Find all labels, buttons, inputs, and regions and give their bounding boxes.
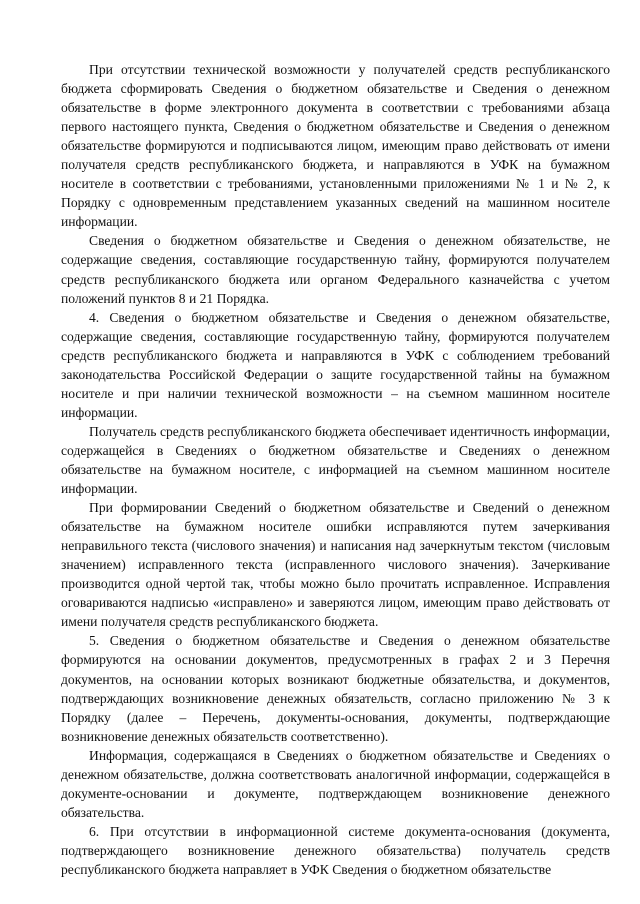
paragraph-1: При отсутствии технической возможности у получателей средств республиканского бюджета сформировать Сведения о бюджетном обязательстве и Сведения о денежном обязательстве в форме электронного документа в соответствии с требованиями абзаца первого настоящего пункта, Сведения о бюджетном обязательстве и Сведения о денежном обязательстве формируются и подписываются лицом, имеющим право действовать от имени получателя средств республиканского бюджета, и направляются в УФК на бумажном носителе в соответствии с требованиями, установленными приложениями № 1 и № 2, к Порядку с одновременным представлением указанных сведений на машинном носителе информации. <box>61 62 610 230</box>
paragraph-3: 4. Сведения о бюджетном обязательстве и Сведения о денежном обязательстве, содержащие сведения, составляющие государственную тайну, формируются получателем средств республиканского бюджета и направляются в УФК с соблюдением требований законодательства Российской Федерации о защите государственной тайны на бумажном носителе и при наличии технической возможности – на съемном машинном носителе информации. <box>61 309 610 420</box>
paragraph-8: 6. При отсутствии в информационной системе документа-основания (документа, подтверждающего возникновение денежного обязательства) получатель средств республиканского бюджета направляет в УФК Сведения о бюджетном обязательстве <box>61 823 610 877</box>
paragraph-7: Информация, содержащаяся в Сведениях о бюджетном обязательстве и Сведениях о денежном обязательстве, должна соответствовать аналогичной информации, содержащейся в документе-основании и документе, подтверждающем возникновение денежного обязательства. <box>61 747 610 820</box>
paragraph-4: Получатель средств республиканского бюджета обеспечивает идентичность информации, содержащейся в Сведениях о бюджетном обязательстве и Сведениях о денежном обязательстве на бумажном носителе, с информацией на съемном машинном носителе информации. <box>61 423 610 497</box>
paragraph-5: При формировании Сведений о бюджетном обязательстве и Сведений о денежном обязательстве на бумажном носителе ошибки исправляются путем зачеркивания неправильного текста (числового значения) и написания над зачеркнутым текстом (числовым значением) исправленного текста (исправленного числового значения). Зачеркивание производится одной чертой так, чтобы можно было прочитать исправленное. Исправления оговариваются надписью «исправлено» и заверяются лицом, имеющим право действовать от имени получателя средств республиканского бюджета. <box>61 500 610 630</box>
paragraph-6: 5. Сведения о бюджетном обязательстве и Сведения о денежном обязательстве формируются на основании документов, предусмотренных в графах 2 и 3 Перечня документов, на основании которых возникают бюджетные обязательства, и документов, подтверждающих возникновение денежных обязательств, согласно приложению № 3 к Порядку (далее – Перечень, документы-основания, документы, подтверждающие возникновение денежных обязательств соответственно). <box>61 633 610 744</box>
document-body <box>61 60 610 879</box>
paragraph-2: Сведения о бюджетном обязательстве и Сведения о денежном обязательстве, не содержащие сведения, составляющие государственную тайну, формируются получателем средств республиканского бюджета или органом Федерального казначейства с учетом положений пунктов 8 и 21 Порядка. <box>61 233 610 306</box>
